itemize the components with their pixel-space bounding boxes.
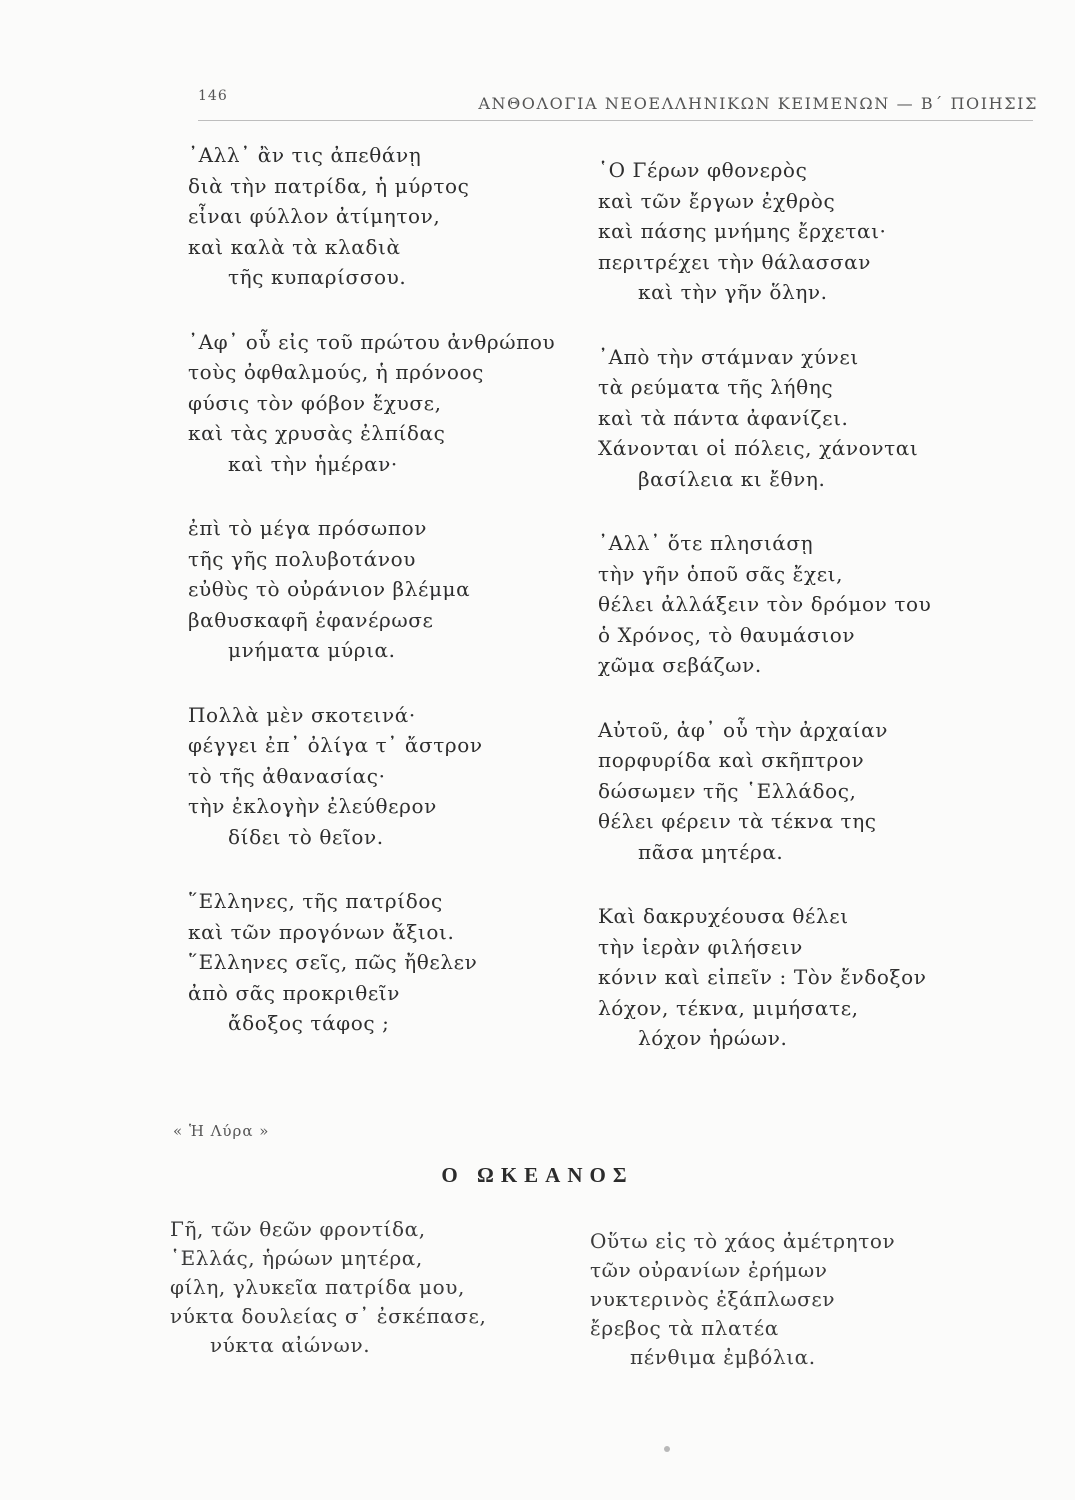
verse-line: ἀπὸ σᾶς προκριθεῖν [188, 980, 401, 1005]
verse-line: τὸ τῆς ἀθανασίας· [188, 763, 386, 788]
verse-line: ἔρεβος τὰ πλατέα [590, 1316, 779, 1340]
stanza [598, 901, 998, 1054]
verse-line: καὶ τῶν ἔργων ἐχθρὸς [598, 188, 836, 213]
ocean-right-column [590, 1227, 990, 1372]
verse-line: δώσωμεν τῆς ῾Ελλάδος, [598, 778, 857, 803]
verse-line: καὶ τῶν προγόνων ἄξιοι. [188, 919, 455, 944]
verse-line: βασίλεια κι ἔθνη. [638, 466, 826, 491]
verse-line: διὰ τὴν πατρίδα, ἡ μύρτος [188, 173, 470, 198]
verse-line: νυκτερινὸς ἐξάπλωσεν [590, 1287, 836, 1311]
verse-line: βαθυσκαφῆ ἐφανέρωσε [188, 607, 434, 632]
verse-line: θέλει φέρειν τὰ τέκνα της [598, 809, 877, 833]
verse-line: φίλη, γλυκεῖα πατρίδα μου, [170, 1275, 465, 1299]
verse-line: νύκτα αἰώνων. [210, 1333, 371, 1357]
ocean-left-column [170, 1215, 570, 1360]
poem-right-column [598, 155, 998, 1088]
verse-line: πᾶσα μητέρα. [638, 839, 784, 864]
verse-line: καὶ τὰ πάντα ἀφανίζει. [598, 405, 849, 430]
verse-line: ἄδοξος τάφος ; [228, 1011, 390, 1035]
verse-line: ῞Ελληνες, τῆς πατρίδος [188, 889, 443, 913]
verse-line: καὶ καλὰ τὰ κλαδιὰ [188, 234, 401, 259]
stanza [188, 140, 588, 293]
verse-line: περιτρέχει τὴν θάλασσαν [598, 249, 872, 274]
poem-attribution: « Ἡ Λύρα » [173, 1122, 270, 1140]
running-title: ΑΝΘΟΛΟΓΙΑ ΝΕΟΕΛΛΗΝΙΚΩΝ ΚΕΙΜΕΝΩΝ — Β΄ ΠΟΙΗΣΙΣ [478, 94, 1038, 113]
header-rule [198, 120, 1033, 121]
stanza [598, 155, 998, 308]
stanza [598, 342, 998, 495]
verse-line: δίδει τὸ θεῖον. [228, 824, 384, 849]
verse-line: ὁ Χρόνος, τὸ θαυμάσιον [598, 622, 856, 647]
verse-line: τῆς κυπαρίσσου. [228, 265, 407, 289]
poem-title: Ο ΩΚΕΑΝΟΣ [441, 1163, 634, 1187]
stanza [598, 715, 998, 868]
poem-left-column [188, 140, 588, 1073]
verse-line: καὶ τὴν γῆν ὅλην. [638, 280, 828, 304]
verse-line: ῞Ελληνες σεῖς, πῶς ἤθελεν [188, 950, 478, 974]
verse-line: καὶ πάσης μνήμης ἔρχεται· [598, 219, 887, 243]
verse-line: τῆς γῆς πολυβοτάνου [188, 546, 417, 571]
verse-line: ἐπὶ τὸ μέγα πρόσωπον [188, 516, 427, 540]
verse-line: Πολλὰ μὲν σκοτεινά· [188, 702, 416, 727]
verse-line: ᾿Αλλ᾿ ὅτε πλησιάσῃ [598, 531, 814, 555]
verse-line: ῾Ο Γέρων φθονερὸς [598, 158, 808, 182]
verse-line: μνήματα μύρια. [228, 638, 396, 662]
verse-line: καὶ τὴν ἡμέραν· [228, 451, 398, 476]
verse-line: λόχον, τέκνα, μιμήσατε, [598, 995, 859, 1020]
verse-line: εἶναι φύλλον ἀτίμητον, [188, 204, 441, 228]
verse-line: τὴν ἱερὰν φιλήσειν [598, 934, 803, 959]
verse-line: Αὐτοῦ, ἀφ᾿ οὗ τὴν ἀρχαίαν [598, 717, 888, 742]
verse-line: Χάνονται οἱ πόλεις, χάνονται [598, 436, 919, 460]
stanza [188, 327, 588, 480]
verse-line: λόχον ἡρώων. [638, 1026, 788, 1050]
verse-line: εὐθὺς τὸ οὐράνιον βλέμμα [188, 577, 471, 601]
verse-line: τοὺς ὀφθαλμούς, ἡ πρόνοος [188, 360, 484, 384]
stanza [188, 513, 588, 666]
verse-line: πένθιμα ἐμβόλια. [630, 1345, 816, 1369]
verse-line: τὴν γῆν ὁποῦ σᾶς ἔχει, [598, 561, 844, 586]
verse-line: νύκτα δουλείας σ᾿ ἐσκέπασε, [170, 1304, 487, 1328]
verse-line: τὴν ἐκλογὴν ἐλεύθερον [188, 794, 437, 818]
verse-line: ᾿Αφ᾿ οὗ εἰς τοῦ πρώτου ἀνθρώπου [188, 329, 556, 354]
stanza [598, 528, 998, 681]
verse-line: θέλει ἀλλάξειν τὸν δρόμον του [598, 592, 932, 616]
verse-line: τὰ ρεύματα τῆς λήθης [598, 375, 834, 399]
verse-line: Γῆ, τῶν θεῶν φροντίδα, [170, 1217, 426, 1241]
page-number: 146 [198, 88, 228, 104]
verse-line: κόνιν καὶ εἰπεῖν : Τὸν ἔνδοξον [598, 965, 927, 989]
verse-line: καὶ τὰς χρυσὰς ἐλπίδας [188, 421, 446, 445]
page-header [198, 88, 1038, 116]
verse-line: τῶν οὐρανίων ἐρήμων [590, 1258, 828, 1282]
verse-line: ᾿Απὸ τὴν στάμναν χύνει [598, 344, 859, 369]
verse-line: φύσις τὸν φόβον ἔχυσε, [188, 390, 442, 415]
verse-line: ῾Ελλάς, ἡρώων μητέρα, [170, 1246, 423, 1270]
verse-line: χῶμα σεβάζων. [598, 653, 762, 677]
verse-line: Οὕτω εἰς τὸ χάος ἀμέτρητον [590, 1229, 896, 1253]
verse-line: πορφυρίδα καὶ σκῆπτρον [598, 748, 865, 772]
verse-line: Καὶ δακρυχέουσα θέλει [598, 904, 849, 928]
stanza [188, 886, 588, 1039]
stanza [188, 700, 588, 853]
ink-speck [664, 1446, 670, 1452]
verse-line: φέγγει ἐπ᾿ ὀλίγα τ᾿ ἄστρον [188, 733, 483, 757]
verse-line: ᾿Αλλ᾿ ἂν τις ἀπεθάνῃ [188, 143, 422, 167]
